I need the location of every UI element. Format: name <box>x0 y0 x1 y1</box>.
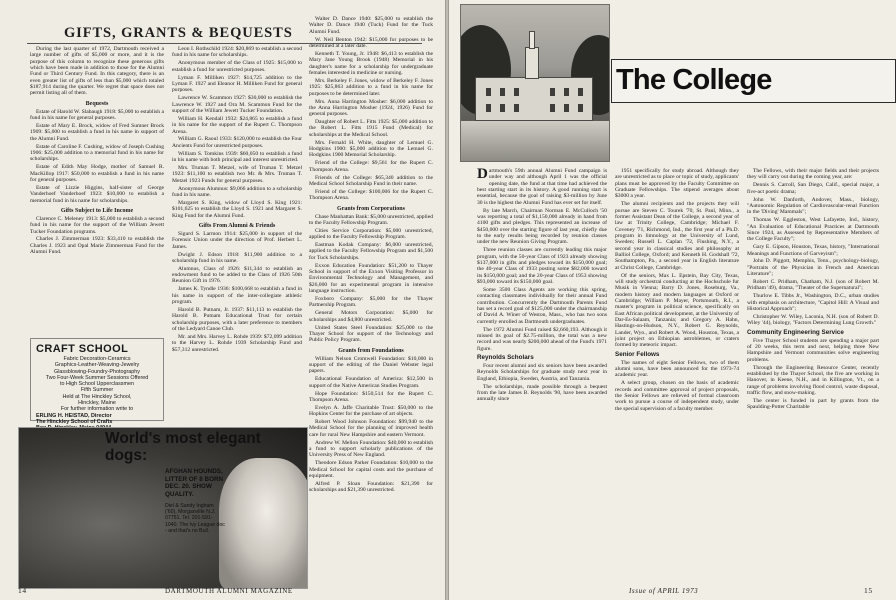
entry-paragraph: Five Thayer School students are spending a major part of 20 weeks, this term and next, helping three New Hampshire and Vermont communities solve engineering problems. <box>747 337 879 363</box>
ad-line: Hinckley, Maine <box>78 400 116 407</box>
entry-paragraph: 1951 specifically for study abroad. Although they are unrestricted as to place or topic of study, applicants' plans must be approved by the Faculty Committee on Graduate Fellowships. The stipend averages about $3000 a year. <box>615 168 739 200</box>
ad-line: Glassblowing-Foundry-Photography <box>54 368 140 375</box>
entry-paragraph: James K. Tyndle 1936: $100,668 to establish a fund in his name in support of the inter-collegiate athletic program. <box>172 286 302 306</box>
entry-paragraph: Anonymous Alumnus: $9,066 addition to a scholarship fund in his name. <box>172 185 302 198</box>
entry-paragraph: Lawrence W. Scammon 1927: $30,000 to establish the Lawrence W. 1927 and Ora M. Scammon Fund for the support of the William Jewett Tucker Foundation. <box>172 95 302 114</box>
entry-paragraph: Mrs. Truman T. Metzel, wife of Truman T. Metzel 1923: $11,100 to establish two Mr. & Mrs. Truman T. Metzel 1923 Funds for general purposes. <box>172 165 302 184</box>
senior-fellows-heading: Senior Fellows <box>615 350 660 358</box>
window <box>514 88 519 96</box>
entry-paragraph: Christopher W. Wiley, Laconia, N.H. (son of Robert D. Wiley '44), biology, "Factors Determining Lung Growth." <box>747 313 879 327</box>
ad-line: Held at The Hinckley School, <box>62 393 132 400</box>
corporations-list <box>309 214 433 344</box>
entry-paragraph: Theodore Edson Parker Foundation: $10,000 to the Medical School for capital costs and the purchase of equipment. <box>309 460 433 479</box>
entry-paragraph: Mrs. Berkeley F. Jones, widow of Berkeley F. Jones 1925: $25,863 addition to a fund in his name for purposes to be determined later. <box>309 77 433 97</box>
entry-paragraph: Four recent alumni and six seniors have been awarded Reynolds Scholarships for graduate study next year in England, Ethiopia, Sweden, Austria, and Tanzania. <box>477 362 607 382</box>
entry-paragraph: Charles J. Zimmerman 1923: $33,410 to establish the Charles J. 1923 and Opal Marie Zimmerman Fund for the Alumni Fund. <box>30 236 164 256</box>
intro-paragraph: During the last quarter of 1972, Dartmouth received a large number of gifts of $5,000 or more, and it is the purpose of this column to recognize these generous gifts which have been made in addition to those for the Alumni Fund or Third Century Fund. In this category, there is an even greater list of gifts of less than $5,000 which totaled $187,914 during the quarter. We regret that space does not permit listing all of them. <box>30 46 164 97</box>
entry-paragraph: Gary E. Gipson, Houston, Texas, history, "International Meanings and Functions of Garveyism"; <box>747 244 879 257</box>
reynolds-continued <box>615 168 739 349</box>
afghan-hound-ad <box>18 427 308 589</box>
entry-paragraph: Dwight J. Edson 1918: $11,900 addition to a scholarship fund in his name. <box>172 251 302 264</box>
foundations-heading: Grants from Foundations <box>338 347 404 354</box>
ad-line: Graphics-Leather-Weaving-Jewelry <box>54 362 140 369</box>
life-income-list <box>30 216 164 256</box>
entry-paragraph: The 1972 Alumni Fund raised $2,660,193. Although it missed its goal of $2.75-million, the total was a new record and was nearly $200,000 ahead of the Fund's 1971 figure. <box>477 326 607 352</box>
right-page <box>449 0 896 600</box>
fellows-list <box>747 168 879 327</box>
entry-paragraph: United States Steel Foundation: $25,000 to the Thayer School for support of the Technology and Public Policy Program. <box>309 324 433 344</box>
left-column-1 <box>30 46 164 336</box>
left-page-number: 14 <box>18 586 27 595</box>
entry-paragraph: A select group, chosen on the basis of academic records and committee approval of project proposals, the Senior Fellows are relieved of formal classroom work to pursue a course of independent study, under the special supervision of a faculty member. <box>615 380 739 412</box>
right-column-1 <box>477 168 607 588</box>
ad-line: For further information write to <box>60 406 134 413</box>
entry-paragraph: Daughter of Robert L. Fitts 1925: $5,000 addition to the Robert L. Fitts 1915 Fund (Medical) for scholarships at the Medical School. <box>309 119 433 138</box>
friends-heading: Gifts From Alumni & Friends <box>198 222 276 229</box>
entry-paragraph: Educational Foundation of America: $12,500 in support of the Native American Studies Program. <box>309 376 433 389</box>
ad-headline: World's most elegant dogs: <box>105 430 261 464</box>
entry-paragraph: Friends of the College: $65,340 addition to the Medical School Scholarship Fund in their name. <box>309 174 433 187</box>
section-title: The College <box>616 64 772 96</box>
right-column-2 <box>615 168 739 588</box>
window <box>564 104 569 112</box>
entry-paragraph: The center is funded in part by grants from the Spaulding-Potter Charitable <box>747 397 879 411</box>
entry-paragraph: Estate of Lizzie Higgins, half-sister of George Vanderhoef Vanderhoef 1923: $10,000 to establish a memorial fund in his name for scholarships. <box>30 184 164 204</box>
entry-paragraph: William G. Raoul 1933: $120,000 to establish the Four Ancients Fund for unrestricted purposes. <box>172 136 302 149</box>
drop-cap: D <box>477 168 488 182</box>
left-page <box>0 0 445 600</box>
entry-paragraph: W. Neil Benton 1942: $15,000 for purposes to be determined at a later date. <box>309 36 433 49</box>
entry-paragraph: Alumnus, Class of 1926: $11,344 to establish an endowment fund to be added to the Class of 1926 50th Reunion Gift in 1976. <box>172 265 302 285</box>
entry-paragraph: Three reunion classes are currently leading this major program, with the 50-year Class of 1923 already showing $137,000 in gifts and pledges toward its $150,000 goal; the 40-year Class of 1933 posting some $82,000 toward its $150,000 goal; and the 20-year Class of 1953 showing $93,000 toward its $150,000 goal. <box>477 247 607 286</box>
entry-paragraph: Estate of Edith May Hodge, mother of Samuel R. MacKillop 1917: $50,000 to establish a fund in his name for general purposes. <box>30 164 164 183</box>
craft-school-ad <box>30 338 164 425</box>
entry-paragraph: General Motors Corporation: $5,000 for scholarships and $4,800 unrestricted. <box>309 310 433 323</box>
entry-paragraph: Kenneth T. Young, Jr. 1948: $6,413 to establish the Mary Jane Young Brook (1948) Memorial in his daughter's name for a scholarship for undergraduate females interested in medicine or nursing. <box>309 50 433 76</box>
window <box>486 88 491 96</box>
right-footer: Issue of APRIL 1973 <box>629 587 699 595</box>
entry-paragraph: Harold B. Putnam, Jr. 1937: $11,113 to establish the Harold B. Putnam Educational Trust for certain scholarship purposes, with a later preference to members of the Ledyard Canoe Club. <box>172 307 302 333</box>
entry-paragraph: Cities Service Corporation: $5,000 unrestricted, applied to the Faculty Fellowship Program. <box>309 227 433 241</box>
entry-paragraph: Chase Manhattan Bank: $5,000 unrestricted, applied to the Faculty Fellowship Program. <box>309 213 433 226</box>
window <box>564 88 569 96</box>
entry-paragraph: Evelyn A. Jaffe Charitable Trust: $50,000 to the Hopkins Center for the purchase of art objects. <box>309 404 433 418</box>
window <box>514 104 519 112</box>
article-lead-text: artmouth's 59th annual Alumni Fund campaign is under way and although April 1 was the official opening date, the fund at that time had achieved the best starting start in its history. A good running start is essential, because the goal of raising $3-million by June 30 is the highest the Alumni Fund has ever set for itself. <box>477 168 607 206</box>
page-title: GIFTS, GRANTS & BEQUESTS <box>64 25 293 41</box>
right-page-number: 15 <box>864 586 873 595</box>
entry-paragraph: Robert C. Pridham, Chatham, N.J. (son of Robert M. Pridham '49), drama, "Theater of the Supernatural"; <box>747 279 879 292</box>
gifts-list-a <box>172 46 302 219</box>
engineering-service-heading: Community Engineering Service <box>747 328 844 336</box>
ad-body: AFGHAN HOUNDS, LITTER OF 8 BORN DEC. 20. SHOW QUALITY. <box>165 468 224 498</box>
ad-address: Diel & Sandy Ingham ('60), Morganville N.J. 07751. Tel. 201-591-1040. The Ivy League doc - and that's no Bull. <box>165 503 225 534</box>
entry-paragraph: Through the Engineering Resource Center, recently established by the Thayer School, the five are working in Hanover, in Keene, N.H., and in Killington, Vt., on a range of problems involving flood control, waste disposal, traffic flow, and snow-making. <box>747 364 879 396</box>
left-footer: DARTMOUTH ALUMNI MAGAZINE <box>165 587 293 595</box>
snow-ground <box>461 121 610 162</box>
window <box>578 88 583 96</box>
ad-line: The Hinckley School of Crafts <box>36 418 113 425</box>
entry-paragraph: Lyman F. Milliken 1927: $14,725 addition to the Lyman F. 1927 and Eleanor H. Milliken Fund for general purposes. <box>172 74 302 94</box>
right-column-3 <box>747 168 879 588</box>
entry-paragraph: Friend of the College: $9,561 for the Rupert C. Thompson Arena. <box>309 160 433 173</box>
reynolds-heading: Reynolds Scholars <box>477 354 534 361</box>
window <box>500 104 505 112</box>
entry-paragraph: Robert Wood Johnson Foundation: $99,940 to the Medical School for the planning of improved health care for rural New Hampshire and eastern Vermont. <box>309 419 433 438</box>
entry-paragraph: The names of eight Senior Fellows, two of them alumni sons, have been announced for the 1973-74 academic year. <box>615 359 739 379</box>
left-column-3 <box>309 16 433 588</box>
entry-paragraph: Thurlow E. Tibbs Jr., Washington, D.C., urban studies with emphasis on architecture, "Capitol Hill: A Visual and Historical Approach"; <box>747 293 879 313</box>
entry-paragraph: The Fellows, with their major fields and their projects they will carry out during the coming year, are: <box>747 168 879 181</box>
engineering-service-list <box>747 338 879 411</box>
article-lead <box>477 168 607 206</box>
entry-paragraph: Of the seniors, Max L. Epstein, Bay City, Texas, will study orchestral conducting at the Hochschule fur Musik in Vienna; Barry D. Jones, Roseburg, Va., modern history and modern languages at Oxford or Cambridge; William P. Mayer, Portsmouth, R.I., a master's program in political science, specifically on East African political development, at the University of Dar-Es-Salaam, Tanzania; and Gregory A. Hahn, Hastings-on-Hudson, N.Y., Robert G. Reynolds, Lander, Wyo., and Robert A. Wood, Houston, Texas, a joint project on Ethiopian astroblemes, or craters formed by meteoric impact. <box>615 272 739 349</box>
window <box>578 104 583 112</box>
article-body <box>477 208 607 352</box>
entry-paragraph: Anonymous member of the Class of 1925: $15,000 to establish a fund for unrestricted purposes. <box>172 60 302 73</box>
ad-line: Fabric Decoration-Ceramics <box>63 356 131 362</box>
ad-line: Two Four-Week Summer Sessions Offered <box>45 374 149 381</box>
craft-school-lines <box>36 356 158 413</box>
entry-paragraph: Hope Foundation: $150,514 for the Rupert C. Thompson Arena. <box>309 390 433 403</box>
entry-paragraph: Alfred P. Sloan Foundation: $21,390 for scholarships and $21,390 unrestricted. <box>309 480 433 494</box>
hall-building <box>475 77 593 121</box>
reynolds-list <box>477 363 607 403</box>
craft-school-heading: CRAFT SCHOOL <box>36 343 129 355</box>
entry-paragraph: Friend of the College: $100,006 for the Rupert C. Thompson Arena. <box>309 188 433 202</box>
life-income-heading: Gifts Subject to Life Income <box>60 207 134 214</box>
entry-paragraph: Margaret S. King, widow of Lloyd S. King 1921: $101,625 to establish the Lloyd S. 1921 and Margaret S. King Fund for the Alumni Fund. <box>172 199 302 219</box>
entry-paragraph: Estate of Caroline F. Cushing, widow of Joseph Cushing 1906: $25,000 addition to a memorial fund in his name for scholarships. <box>30 143 164 163</box>
left-column-2 <box>172 46 302 426</box>
entry-paragraph: Thomas W. Eggleston, West Lafayette, Ind., history, "An Evaluation of Educational Practices at Dartmouth Since 1924, as Assessed by Representative Members of the College Faculty"; <box>747 217 879 243</box>
entry-paragraph: John W. Danforth, Andover, Mass., biology, "Autonomic Regulation of Cardiovascular-renal Function in the 'Diving' Mammals"; <box>747 196 879 216</box>
window <box>550 88 555 96</box>
corporations-heading: Grants from Corporations <box>337 205 405 212</box>
entry-paragraph: Foxboro Company: $5,000 for the Thayer Partnership Program. <box>309 296 433 309</box>
ad-line: Fifth Summer <box>80 387 114 394</box>
entry-paragraph: Clarence C. Meleney 1913: $5,000 to establish a second fund in his name for the support of the William Jewett Tucker Foundation programs. <box>30 215 164 235</box>
friends-list <box>172 231 302 353</box>
bequests-heading: Bequests <box>85 100 109 107</box>
entry-paragraph: William Nelson Cromwell Foundation: $10,000 in support of the editing of the Daniel Webster legal papers. <box>309 355 433 375</box>
entry-paragraph: Estate of Harold W. Slabaugh 1918: $5,000 to establish a fund in his name for general purposes. <box>30 108 164 122</box>
entry-paragraph: William H. Kendall 1932: $24,865 to establish a fund in his name for the support of the Rupert C. Thompson Arena. <box>172 115 302 135</box>
ad-line: ERLING H. HEISTAD, Director <box>36 412 112 419</box>
entry-paragraph: Mrs. Anna Harrington Mosher: $6,000 addition to the Anna Harrington Mosher (1924, 1926) Fund for general purposes. <box>309 98 433 118</box>
cupola <box>525 47 539 79</box>
entry-paragraph: Walter D. Dance 1940: $25,000 to establish the Walter D. Dance 1940 (Tuck) Fund for the Tuck Alumni Fund. <box>309 16 433 35</box>
entry-paragraph: Dennis S. Carroll, San Diego, Calif., special major, a five-act poetic drama; <box>747 182 879 195</box>
entry-paragraph: Eastman Kodak Company: $6,000 unrestricted, applied to the Faculty Fellowship Program and $1,500 for Tuck Scholarships. <box>309 242 433 261</box>
entry-paragraph: William S. Tomkins 1939: $60,050 to establish a fund in his name with both principal and interest unrestricted. <box>172 150 302 164</box>
gifts-list-b <box>309 16 433 202</box>
entry-paragraph: Exxon Education Foundation: $51,200 to Thayer School in support of the Exxon Visiting Professor in Environmental Technology and Management, and $26,000 for an experimental program in intensive language instruction. <box>309 262 433 295</box>
entry-paragraph: Some 3500 Class Agents are working this spring, contacting classmates individually for their annual Fund contribution. Concurrently the Dartmouth Parents Fund has set a record goal of $125,000 under the chairmanship of David A. Winer of Weston, Mass., who has two sons currently enrolled as Dartmouth undergraduates. <box>477 286 607 325</box>
entry-paragraph: Estate of Mary E. Brock, widow of Fred Sumner Brock 1909: $5,000 to establish a fund in his name in support of the Alumni Fund. <box>30 122 164 142</box>
entry-paragraph: Andrew W. Mellon Foundation: $40,000 to establish a fund to support scholarly publications of the University Press of New England. <box>309 439 433 459</box>
entry-paragraph: Mr. and Mrs. Harvey L. Rohde 1939: $72,099 addition to the Harvey L. Rohde 1939 Scholarship Fund and $57,312 unrestricted. <box>172 334 302 353</box>
campus-photo <box>460 4 610 162</box>
section-banner <box>611 59 896 103</box>
window <box>486 104 491 112</box>
entry-paragraph: The alumni recipients and the projects they will pursue are Steven C. Tourek '70, St. Paul, Minn., a former Assistant Dean of the College, a second year of law at Trinity College, Cambridge; Michael F. Coveney '71, Richmond, Ind., the first year of a Ph.D. program in limnology at the University of Lund, Sweden; Russell L. Caplan '72, Flushing, N.Y., a second year in classical studies and philosophy at Balliol College, Oxford; and Kenneth H. Godshall '72, Southampton, Pa., a second year in English literature at Christ College, Cambridge. <box>615 201 739 271</box>
window <box>550 104 555 112</box>
foundations-list <box>309 356 433 494</box>
entry-paragraph: The scholarships, made possible through a bequest from the late James B. Reynolds '90, have been awarded annually since <box>477 383 607 403</box>
entry-paragraph: John D. Piggott, Memphis, Tenn., psychology-biology, "Portraits of the Physician in French and American Literature"; <box>747 258 879 278</box>
ad-line: to High School Upperclassmen <box>59 381 134 388</box>
entry-paragraph: By late March, Chairman Norman E. McCulloch '50 was reporting a total of $1,150,000 already in hand from 4100 gifts and pledges. This represented an increase of $450,000 over the starting figure of last year, chiefly due to the early results being recorded by reunion classes under the new Reunion Giving Program. <box>477 207 607 246</box>
spire <box>529 31 535 49</box>
window <box>500 88 505 96</box>
bequests-list <box>30 109 164 204</box>
entry-paragraph: Leon I. Rothschild 1924: $20,869 to establish a second fund in his name for scholarships. <box>172 46 302 59</box>
entry-paragraph: Mrs. Fernald H. White, daughter of Lemuel G. Hodgkins 1900: $5,000 addition to the Lemuel G. Hodgkins 1900 Memorial Scholarship. <box>309 139 433 159</box>
senior-fellows-list <box>615 360 739 412</box>
entry-paragraph: Sigurd S. Larmon 1914: $25,000 in support of the Forensic Union under the direction of Prof. Herbert L. James. <box>172 230 302 250</box>
